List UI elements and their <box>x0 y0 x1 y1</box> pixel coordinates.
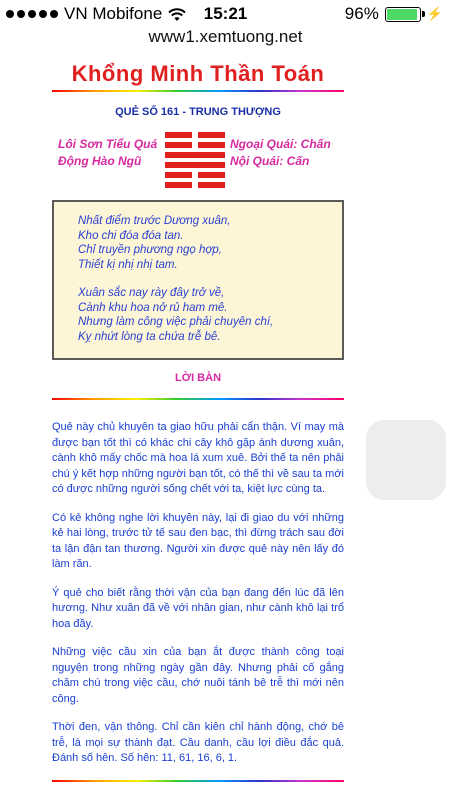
commentary-paragraph: Thời đen, vận thông. Chỉ cần kiên chỉ hành động, chớ bê trễ, là mọi sự thành đạt. Cầu danh, cầu lợi điều đắc quả. Đánh số hên. Số hên: 11, 61, 16, 6, 1. <box>52 721 344 764</box>
poem-line: Chỉ truyền phương ngọ hợp, <box>78 244 222 256</box>
hexagram-broken-line <box>165 182 225 188</box>
page-title: Khổng Minh Thần Toán <box>71 61 325 86</box>
poem-line: Cành khu hoa nở rủ ham mê. <box>78 301 228 314</box>
poem-line: Kỵ nhứt lòng ta chứa trễ bê. <box>78 330 221 343</box>
charging-bolt-icon: ⚡ <box>426 6 443 21</box>
hexagram-icon <box>165 132 225 192</box>
hexagram-name: Lôi Sơn Tiểu Quá <box>58 137 158 151</box>
hexagram-broken-line <box>165 132 225 138</box>
hexagram-section <box>52 132 344 192</box>
status-right <box>345 4 443 24</box>
commentary-paragraph: Có kẻ không nghe lời khuyên này, lại đi giao du với những kẻ hai lòng, trước tử tế sau đen bạc, thì đừng trách sau đời ta lận đận tan thương. Người xin được quẻ này nên lấy đó làm răn. <box>52 511 344 570</box>
commentary-paragraph: Quẻ này chủ khuyên ta giao hữu phải cẩn thận. Ví may mà được bạn tốt thì có khác chi cây khô gặp ánh dương xuân, cành khô mấy chốc mà hoa lá xum xuê. Bởi thế ta nên phải chú ý kết hợp những người bạn tốt, có thế thì về sau ta mới có được những người sống chết với ta, kiệt lực cùng ta. <box>52 421 344 495</box>
hexagram-name-block <box>58 136 157 170</box>
hexagram-broken-line <box>165 142 225 148</box>
battery-percent: 96% <box>344 4 379 23</box>
outer-trigram: Ngoại Quái: Chấn <box>230 137 331 151</box>
clock-time: 15:21 <box>203 4 248 23</box>
url-bar[interactable]: www1.xemtuong.net <box>148 27 303 46</box>
rainbow-divider <box>52 398 344 400</box>
rainbow-divider <box>52 90 344 92</box>
assistive-touch-button[interactable] <box>366 420 446 500</box>
trigram-info-block <box>230 136 331 170</box>
poem-line: Kho chi đóa đóa tan. <box>78 229 184 242</box>
status-bar <box>0 0 451 28</box>
commentary-paragraph: Ý quẻ cho biết rằng thời vận của bạn đang đến lúc đã lên hương. Như xuân đã về với nhân gian, như cành khô lại trổ hoa đầy. <box>52 586 344 630</box>
hexagram-solid-line <box>165 162 225 168</box>
poem-line: Thiết kị nhị nhị tam. <box>78 258 178 271</box>
page-content <box>52 58 344 782</box>
moving-line: Động Hào Ngũ <box>58 154 142 168</box>
poem-box <box>52 200 344 360</box>
battery-icon <box>385 7 421 22</box>
carrier-name: VN Mobifone <box>64 4 163 23</box>
inner-trigram: Nội Quái: Cấn <box>230 154 310 168</box>
que-heading: QUẺ SỐ 161 - TRUNG THƯỢNG <box>115 106 281 118</box>
poem-line: Nhưng làm công việc phải chuyên chí, <box>78 316 274 328</box>
hexagram-broken-line <box>165 172 225 178</box>
hexagram-solid-line <box>165 152 225 158</box>
rainbow-divider <box>52 780 344 782</box>
battery-fill <box>387 9 418 20</box>
commentary-heading: LỜI BÀN <box>174 372 222 384</box>
commentary-paragraph: Những việc cầu xin của bạn ắt được thành công toại nguyện trong những ngày gần đây. Nhưng phải cố gắng chăm chú trong việc cầu, chớ nuôi tánh bê trễ thì mới nên công. <box>52 646 344 705</box>
poem-line: Nhất điểm trước Dương xuân, <box>78 215 231 227</box>
poem-line: Xuân sắc nay rày đây trở về, <box>78 287 225 299</box>
commentary-body <box>52 420 344 767</box>
